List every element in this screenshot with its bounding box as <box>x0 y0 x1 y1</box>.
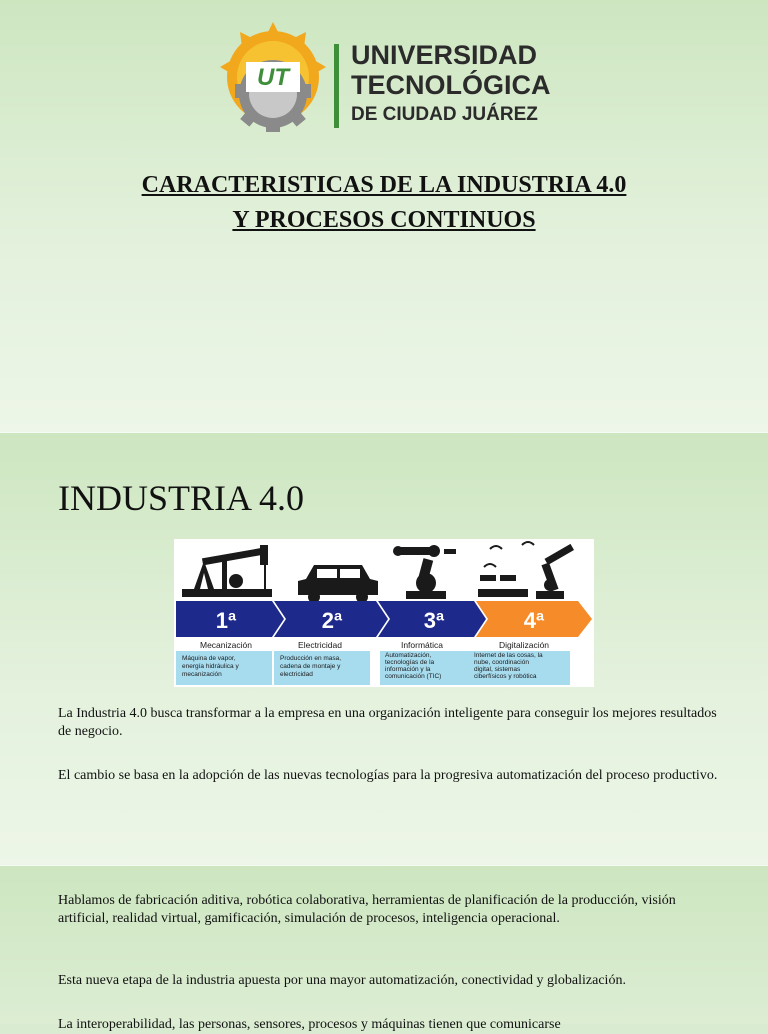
title-slide <box>0 0 768 432</box>
university-name-line1: UNIVERSIDAD <box>351 40 538 70</box>
stage-1-desc-line2: energía hidráulica y <box>182 663 239 670</box>
technologies-paragraph-2: Esta nueva etapa de la industria apuesta por una mayor automatización, conectividad y globalización. <box>58 973 626 988</box>
industrial-revolutions-infographic <box>174 539 594 687</box>
svg-text:UT: UT <box>257 64 289 91</box>
university-name <box>351 42 551 124</box>
stage-3-name: Informática <box>400 640 444 650</box>
industria-paragraph-1: La Industria 4.0 busca transformar a la empresa en una organización inteligente para conseguir los mejores resultados de negocio. <box>58 706 717 739</box>
stage-1-desc-line3: mecanización <box>182 671 222 678</box>
title-line-2: Y PROCESOS CONTINUOS <box>232 207 536 233</box>
university-name-line3: DE CIUDAD JUÁREZ <box>351 104 538 125</box>
stage-3-desc-line2: tecnologías de la <box>385 659 435 666</box>
university-emblem-icon <box>218 22 328 137</box>
stage-4-desc-line1: Internet de las cosas, la <box>474 652 543 659</box>
title-line-1: CARACTERISTICAS DE LA INDUSTRIA 4.0 <box>141 172 627 198</box>
slide-heading: INDUSTRIA 4.0 <box>58 478 305 518</box>
technologies-slide <box>0 866 768 1032</box>
stage-4-name: Digitalización <box>498 640 550 650</box>
stage-4-desc-line3: digital, sistemas <box>474 666 521 673</box>
industria-slide <box>0 433 768 865</box>
stage-3-number: 3ª <box>423 608 445 633</box>
stage-4-number: 4ª <box>523 608 545 633</box>
stage-3-desc-line4: comunicación (TIC) <box>385 673 442 680</box>
stage-1-number: 1ª <box>215 608 237 633</box>
stage-2-desc-line3: electricidad <box>280 671 313 678</box>
university-name-line2: TECNOLÓGICA <box>351 70 551 100</box>
technologies-paragraph-1: Hablamos de fabricación aditiva, robótica colaborativa, herramientas de planificación de la producción, visión artificial, realidad virtual, gamificación, simulación de procesos, inteligencia operacional. <box>58 893 676 926</box>
stage-3-desc-line3: información y la <box>385 666 431 673</box>
stage-4-desc-line2: nube, coordinación <box>474 659 529 666</box>
industria-paragraph-2: El cambio se basa en la adopción de las nuevas tecnologías para la progresiva automatización del proceso productivo. <box>58 768 718 783</box>
logo-divider <box>334 44 339 128</box>
stage-2-desc-line1: Producción en masa, <box>280 655 342 662</box>
stage-1-name: Mecanización <box>200 640 252 650</box>
stage-3-desc-line1: Automatización, <box>385 652 432 659</box>
university-logo <box>218 22 551 142</box>
stage-2-name: Electricidad <box>298 640 342 650</box>
stage-2-number: 2ª <box>321 608 343 633</box>
page-title <box>0 168 768 238</box>
stage-4-desc-line4: ciberfísicos y robótica <box>474 673 537 680</box>
stage-1-desc-line1: Máquina de vapor, <box>182 655 236 662</box>
technologies-paragraph-3: La interoperabilidad, las personas, sensores, procesos y máquinas tienen que comunicarse <box>58 1017 561 1032</box>
stage-2-desc-line2: cadena de montaje y <box>280 663 341 670</box>
